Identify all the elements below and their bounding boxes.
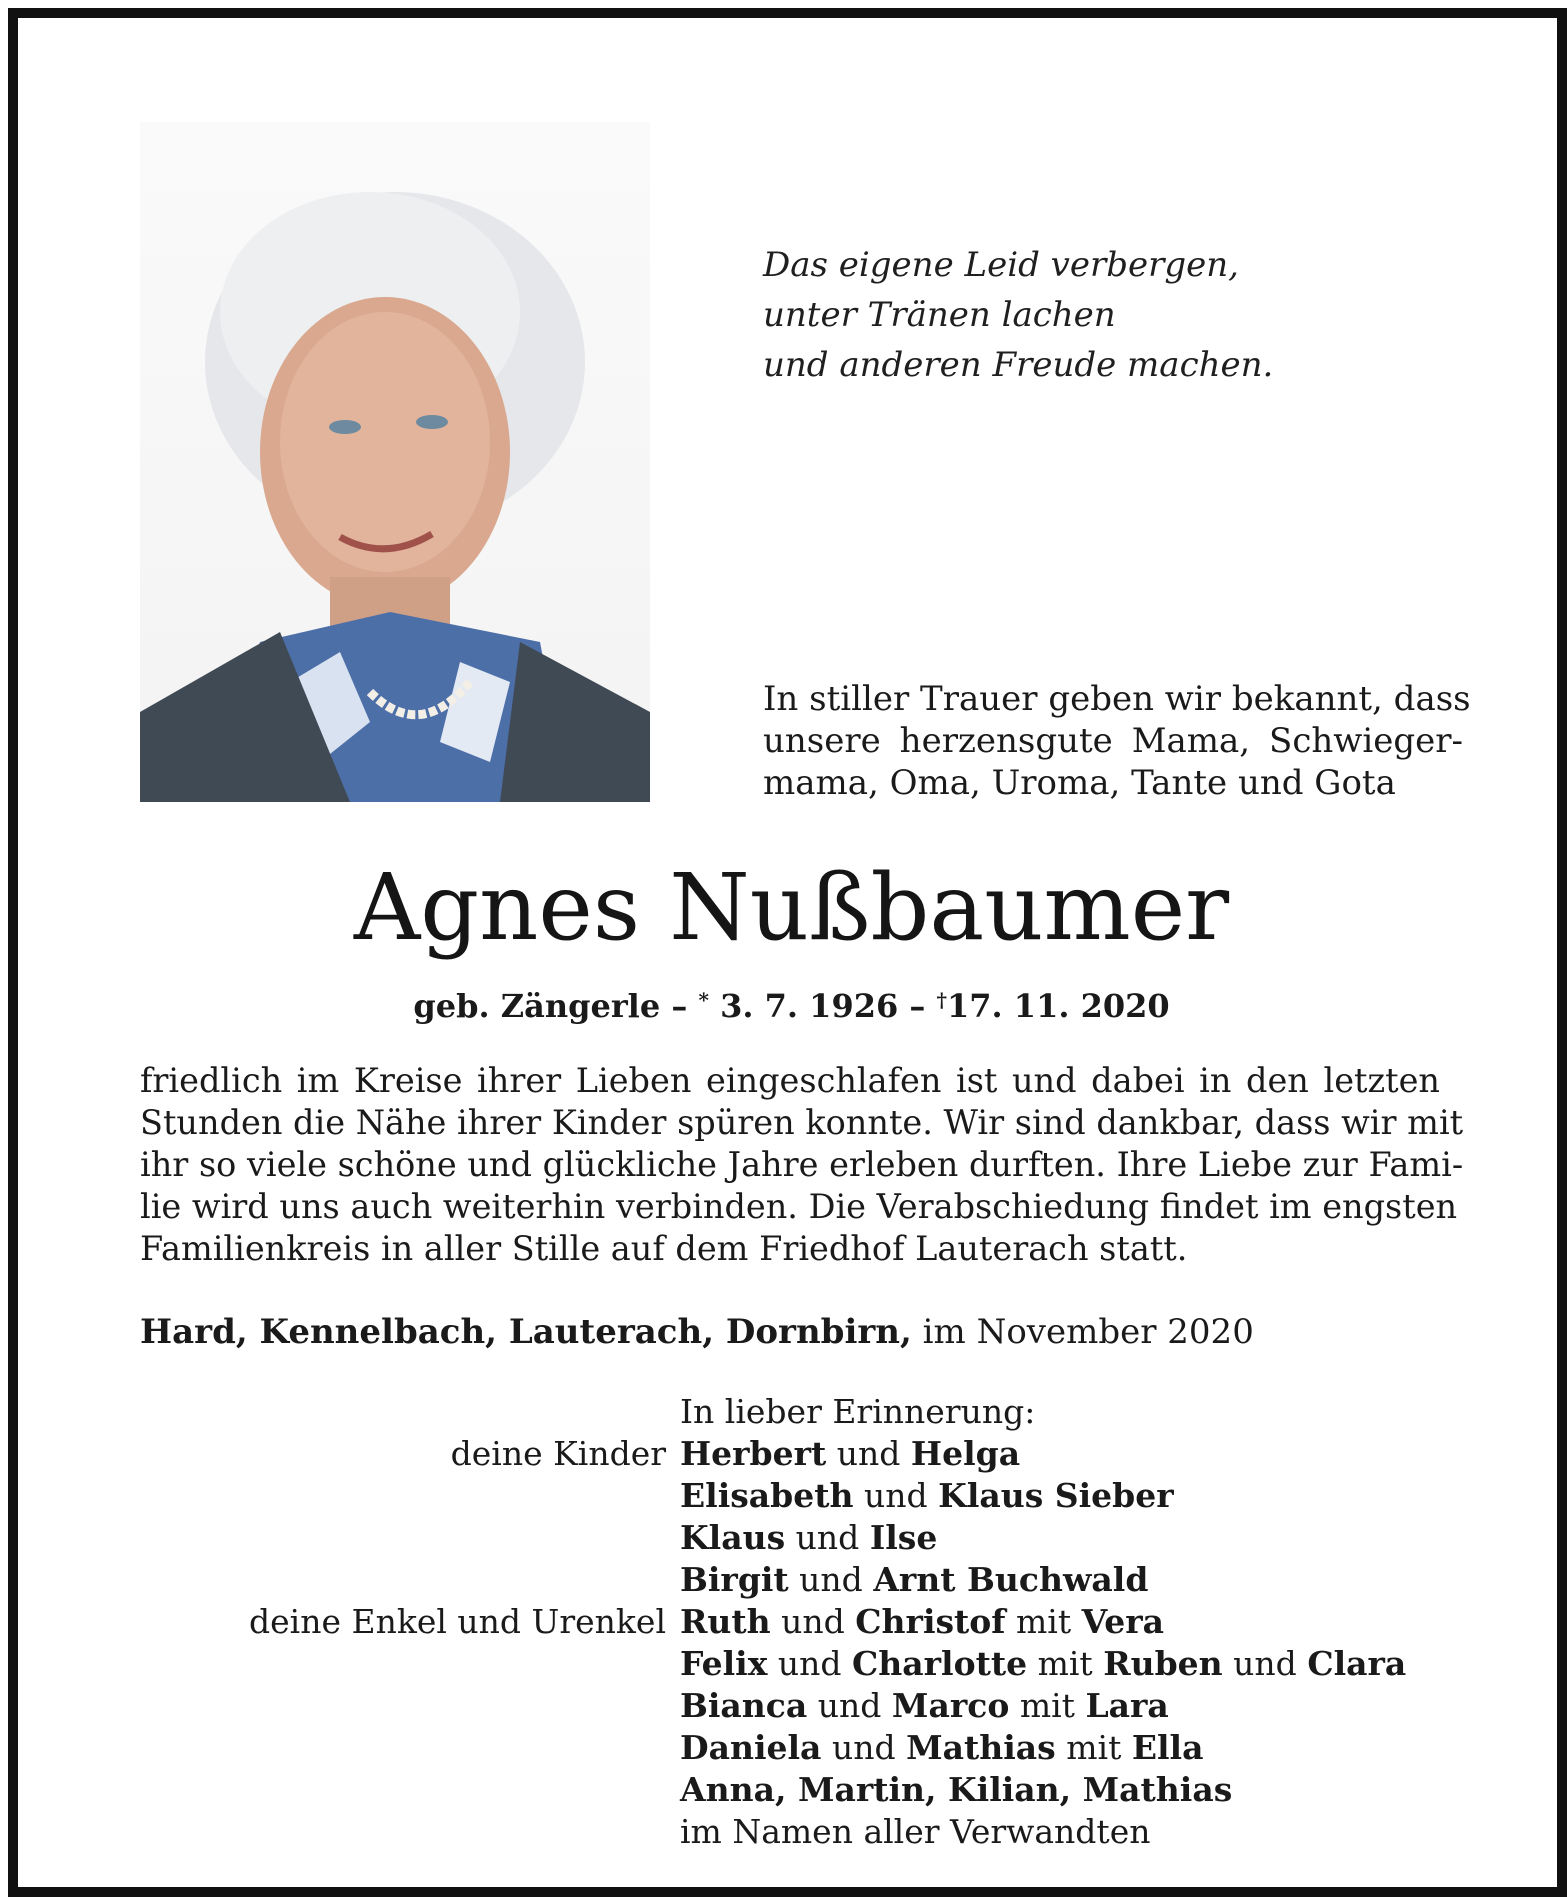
connector: und (831, 1728, 896, 1767)
mourner-name: Ella (1131, 1728, 1204, 1767)
connector: und (781, 1602, 845, 1641)
memory-heading: In lieber Erinnerung: (680, 1392, 1036, 1431)
motto-line: und anderen Freude machen. (763, 345, 1274, 385)
connector: mit (1016, 1602, 1072, 1641)
memory-heading-row (140, 1391, 1460, 1433)
life-dates (18, 980, 1565, 1026)
grandchild-row (140, 1769, 1460, 1811)
mourner-name: Helga (910, 1434, 1021, 1473)
deceased-name: Agnes Nußbaumer (353, 854, 1230, 961)
birth-name: geb. Zängerle – (413, 987, 688, 1025)
mourner-name: Clara (1307, 1644, 1407, 1683)
grandchild-row (140, 1685, 1460, 1727)
memory-footer-row (140, 1811, 1460, 1853)
announce-line: unsere herzensgute Mama, Schwieger- (763, 721, 1463, 761)
mourner-name: Felix (680, 1644, 768, 1683)
mourner-name: Birgit (680, 1560, 789, 1599)
mourner-name: Bianca (680, 1686, 808, 1725)
mourner-name: Ruben (1103, 1644, 1223, 1683)
obituary-frame (8, 8, 1567, 1897)
connector: mit (1019, 1686, 1075, 1725)
place-and-date (140, 1311, 1440, 1353)
portrait-image (140, 122, 650, 802)
connector: und (817, 1686, 882, 1725)
motto-line: Das eigene Leid verbergen, (763, 245, 1239, 285)
announce-line: In stiller Trauer geben wir bekannt, dass (763, 679, 1471, 719)
connector: mit (1037, 1644, 1093, 1683)
announce-line: mama, Oma, Uroma, Tante und Gota (763, 763, 1396, 803)
connector: und (799, 1560, 863, 1599)
memory-footer: im Namen aller Verwandten (680, 1812, 1151, 1851)
body-line: lie wird uns auch weiterhin verbinden. Die Verabschiedung findet im engsten (140, 1187, 1458, 1226)
connector: und (795, 1518, 860, 1557)
mourner-name: Elisabeth (680, 1476, 854, 1515)
mourner-name: Arnt Buchwald (873, 1560, 1149, 1599)
mourner-name: Klaus (680, 1518, 786, 1557)
mourner-name: Christof (855, 1602, 1006, 1641)
announcement-text (763, 678, 1471, 804)
birth-star-icon: * (698, 988, 709, 1012)
body-paragraph (140, 1060, 1464, 1270)
mourner-name: Daniela (680, 1728, 822, 1767)
connector: und (864, 1476, 928, 1515)
grandchild-row (140, 1601, 1460, 1643)
grandchild-row (140, 1643, 1460, 1685)
death-cross-icon: † (936, 988, 947, 1012)
connector: und (777, 1644, 842, 1683)
connector: und (836, 1434, 901, 1473)
mourner-name: Marco (891, 1686, 1010, 1725)
grandchild-row (140, 1727, 1460, 1769)
body-line: friedlich im Kreise ihrer Lieben eingeschlafen ist und dabei in den letzten (140, 1061, 1440, 1100)
motto-line: unter Tränen lachen (763, 295, 1116, 335)
mourner-name: Ilse (869, 1518, 938, 1557)
mourner-name: Ruth (680, 1602, 771, 1641)
mourners-list (140, 1391, 1460, 1853)
mourner-name: Lara (1085, 1686, 1169, 1725)
death-date: 17. 11. 2020 (946, 987, 1170, 1025)
body-line: Stunden die Nähe ihrer Kinder spüren konnte. Wir sind dankbar, dass wir mit (140, 1103, 1464, 1142)
mourner-name: Charlotte (852, 1644, 1028, 1683)
mourner-name: Mathias (906, 1728, 1056, 1767)
mourner-name: Klaus Sieber (938, 1476, 1174, 1515)
children-label: deine Kinder (450, 1434, 666, 1473)
body-line: Familienkreis in aller Stille auf dem Friedhof Lauterach statt. (140, 1229, 1188, 1268)
mourner-name: Vera (1081, 1602, 1164, 1641)
mourner-name: Herbert (680, 1434, 827, 1473)
child-row (140, 1517, 1460, 1559)
portrait-photo (140, 122, 650, 802)
place-locations: Hard, Kennelbach, Lauterach, Dornbirn, (140, 1312, 912, 1352)
child-row (140, 1433, 1460, 1475)
body-line: ihr so viele schöne und glückliche Jahre erleben durften. Ihre Liebe zur Fami- (140, 1145, 1464, 1184)
motto-quote (763, 240, 1403, 390)
child-row (140, 1475, 1460, 1517)
connector: mit (1066, 1728, 1122, 1767)
birth-date: 3. 7. 1926 – (720, 987, 926, 1025)
place-date: im November 2020 (922, 1312, 1254, 1352)
grandchildren-label: deine Enkel und Urenkel (249, 1602, 666, 1641)
mourner-name: Anna, Martin, Kilian, Mathias (680, 1770, 1233, 1809)
connector: und (1233, 1644, 1297, 1683)
child-row (140, 1559, 1460, 1601)
